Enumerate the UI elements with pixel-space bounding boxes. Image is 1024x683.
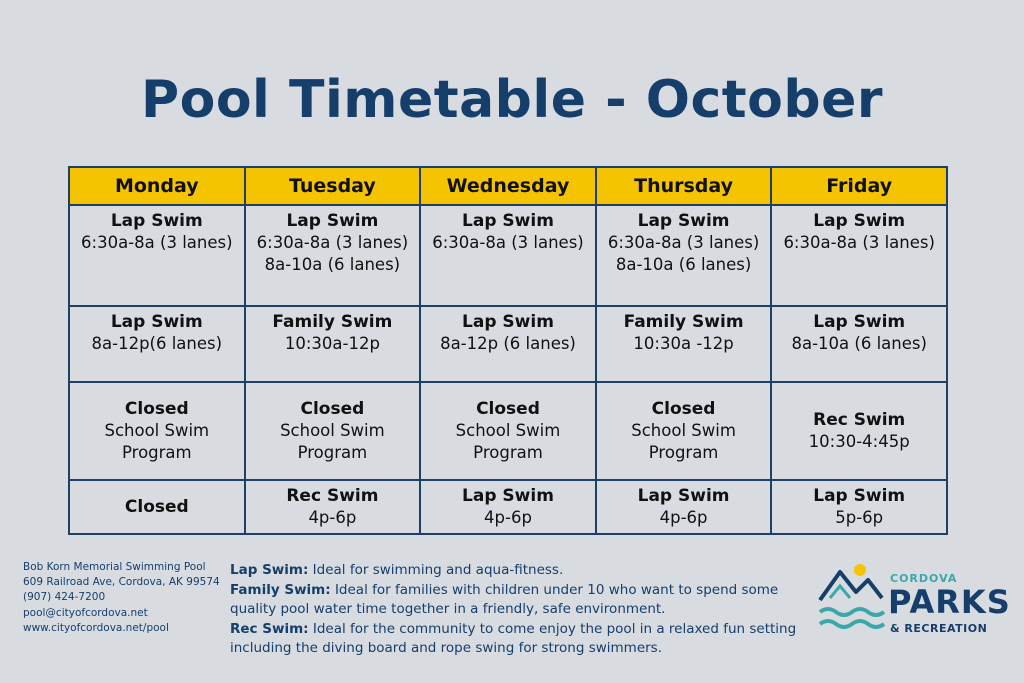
pool-website-link[interactable]: www.cityofcordova.net/pool (23, 621, 169, 634)
schedule-cell-wednesday (420, 480, 596, 534)
session-time: 10:30a-12p (284, 334, 380, 353)
session-time: 8a-10a (6 lanes) (264, 255, 401, 274)
timetable-row (69, 205, 947, 306)
legend-term: Lap Swim: (230, 562, 309, 578)
session-type: Lap Swim (813, 486, 906, 506)
session-time: School Swim (631, 421, 736, 440)
session-type: Lap Swim (110, 312, 203, 332)
pool-phone: (907) 424-7200 (23, 591, 106, 604)
schedule-cell-monday (69, 382, 245, 480)
session-time: 6:30a-8a (3 lanes) (81, 233, 233, 252)
timetable-body (69, 205, 947, 534)
schedule-cell-monday (69, 205, 245, 306)
logo-name-text: PARKS (888, 583, 1011, 621)
legend-description: Ideal for families with children under 10 who want to spend some quality pool water time together in a friendly, safe environment. (230, 581, 779, 617)
session-type: Lap Swim (462, 486, 554, 506)
timetable-row (69, 306, 947, 382)
logo-sub-text: & RECREATION (890, 622, 988, 635)
legend-description: Ideal for swimming and aqua-fitness. (308, 562, 564, 578)
schedule-cell-thursday (596, 205, 772, 306)
session-time: 10:30a -12p (633, 334, 734, 353)
legend-description: Ideal for the community to come enjoy the pool in a relaxed fun setting including the diving board and rope swing for strong swimmers. (230, 620, 797, 656)
schedule-cell-thursday (596, 306, 772, 382)
pool-email-link[interactable]: pool@cityofcordova.net (23, 606, 148, 619)
schedule-cell-wednesday (420, 205, 596, 306)
timetable-row (69, 480, 947, 534)
session-time: 6:30a-8a (3 lanes) (256, 233, 409, 252)
timetable-row (69, 382, 947, 480)
timetable (68, 166, 948, 535)
day-header-monday: Monday (69, 167, 245, 205)
session-time: School Swim (104, 421, 210, 440)
schedule-cell-friday (771, 382, 947, 480)
session-type: Lap Swim (637, 486, 730, 506)
timetable-header-row (69, 167, 947, 205)
session-time: 5p-6p (835, 508, 884, 527)
day-header-tuesday: Tuesday (245, 167, 421, 205)
schedule-cell-monday (69, 306, 245, 382)
session-type: Lap Swim (462, 312, 554, 332)
session-type: Closed (651, 399, 716, 419)
pool-name: Bob Korn Memorial Swimming Pool (23, 561, 206, 573)
session-type: Lap Swim (110, 211, 203, 231)
session-time: 10:30-4:45p (808, 432, 910, 451)
wave-icon (820, 609, 884, 615)
session-type: Lap Swim (462, 211, 554, 231)
logo-org-text: CORDOVA (890, 572, 958, 585)
session-type: Rec Swim (286, 486, 379, 506)
legend-item-lap-swim (230, 561, 800, 581)
session-type: Closed (300, 399, 365, 419)
schedule-cell-wednesday (420, 382, 596, 480)
session-time: Program (648, 443, 719, 462)
legend-item-rec-swim (230, 620, 800, 659)
mountain-icon (820, 572, 882, 600)
session-type: Lap Swim (637, 211, 730, 231)
session-time: 8a-10a (6 lanes) (791, 334, 927, 353)
session-time: Program (473, 443, 543, 462)
legend-term: Rec Swim: (230, 620, 309, 637)
mountain-icon-inner (830, 586, 850, 598)
session-time: 6:30a-8a (3 lanes) (432, 233, 584, 252)
session-time: 8a-10a (6 lanes) (615, 255, 752, 274)
session-type: Family Swim (272, 312, 393, 332)
schedule-cell-tuesday (245, 205, 421, 306)
session-time: 8a-12p(6 lanes) (91, 334, 223, 353)
session-type: Closed (124, 399, 189, 419)
pool-address-block (23, 560, 220, 636)
session-time: 6:30a-8a (3 lanes) (783, 233, 935, 252)
schedule-cell-tuesday (245, 382, 421, 480)
session-time: 4p-6p (484, 508, 532, 527)
pool-street-address: 609 Railroad Ave, Cordova, AK 99574 (23, 576, 220, 589)
schedule-cell-friday (771, 480, 947, 534)
schedule-cell-thursday (596, 382, 772, 480)
day-header-wednesday: Wednesday (420, 167, 596, 205)
schedule-cell-thursday (596, 480, 772, 534)
schedule-cell-friday (771, 205, 947, 306)
session-time: School Swim (280, 421, 385, 440)
session-type: Lap Swim (286, 211, 379, 231)
session-type: Lap Swim (813, 312, 906, 332)
session-time: Program (297, 443, 368, 462)
session-type: Closed (124, 497, 189, 517)
session-time: 4p-6p (308, 508, 357, 527)
day-header-friday: Friday (771, 167, 947, 205)
legend-item-family-swim (230, 581, 800, 620)
session-time: 6:30a-8a (3 lanes) (607, 233, 760, 252)
session-time: Program (121, 443, 192, 462)
session-type: Lap Swim (813, 211, 906, 231)
session-time: 4p-6p (659, 508, 708, 527)
legend-term: Family Swim: (230, 581, 331, 598)
session-time: 8a-12p (6 lanes) (440, 334, 576, 353)
wave-icon-lower (820, 621, 884, 627)
schedule-cell-friday (771, 306, 947, 382)
schedule-cell-wednesday (420, 306, 596, 382)
sun-icon (854, 564, 866, 576)
day-header-thursday: Thursday (596, 167, 772, 205)
session-type: Family Swim (623, 312, 744, 332)
page-title: Pool Timetable - October (140, 70, 884, 130)
schedule-cell-monday (69, 480, 245, 534)
session-type: Closed (476, 399, 540, 419)
schedule-cell-tuesday (245, 480, 421, 534)
swim-type-legend (230, 561, 800, 659)
schedule-cell-tuesday (245, 306, 421, 382)
session-type: Rec Swim (813, 410, 906, 430)
session-time: School Swim (455, 421, 561, 440)
